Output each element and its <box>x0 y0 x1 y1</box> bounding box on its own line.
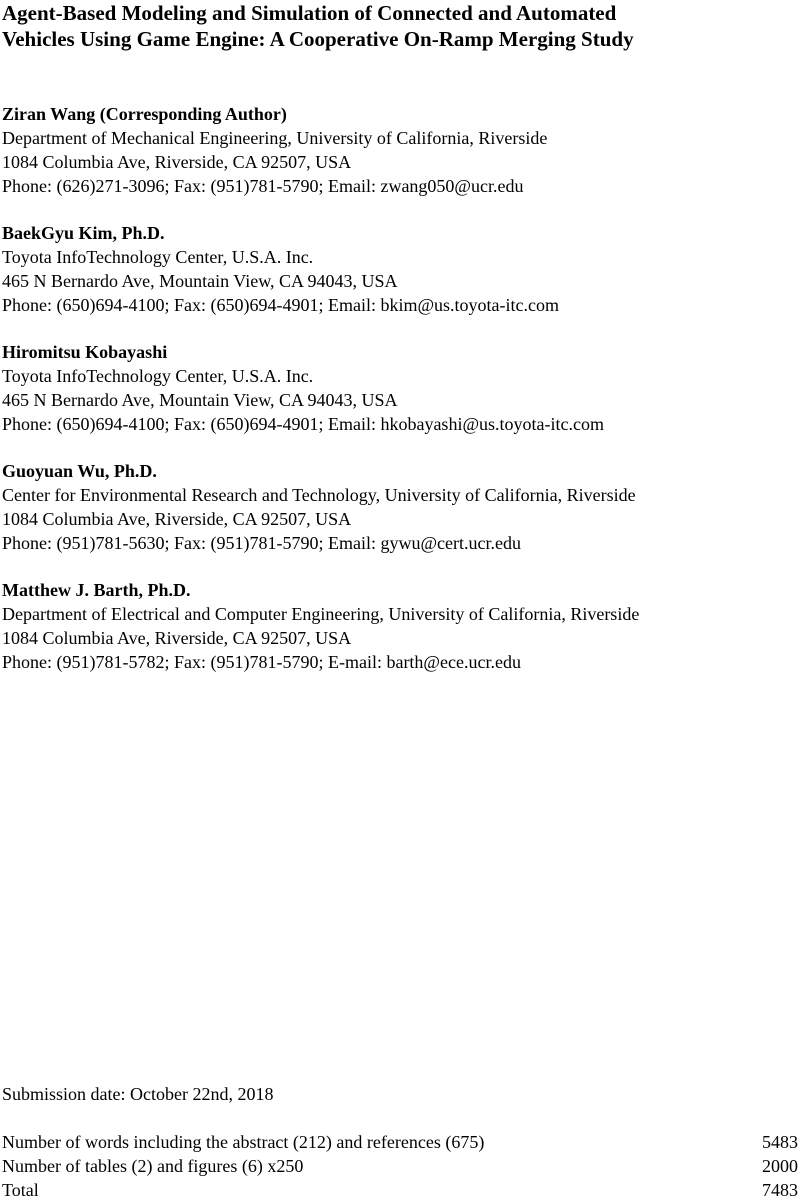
word-count-table <box>2 1130 798 1202</box>
author-name: Guoyuan Wu, Ph.D. <box>2 461 157 481</box>
paper-title <box>2 0 798 52</box>
title-line-2: Vehicles Using Game Engine: A Cooperative On-Ramp Merging Study <box>2 27 634 51</box>
author-block-2 <box>2 221 798 317</box>
author-name: Ziran Wang (Corresponding Author) <box>2 104 287 124</box>
count-label: Number of words including the abstract (212) and references (675) <box>2 1132 485 1152</box>
count-value: 7483 <box>762 1180 798 1200</box>
author-name: Hiromitsu Kobayashi <box>2 342 168 362</box>
count-label: Number of tables (2) and figures (6) x250 <box>2 1156 304 1176</box>
author-address: 465 N Bernardo Ave, Mountain View, CA 94043, USA <box>2 271 398 291</box>
author-contact: Phone: (626)271-3096; Fax: (951)781-5790; Email: zwang050@ucr.edu <box>2 176 524 196</box>
title-line-1: Agent-Based Modeling and Simulation of Connected and Automated <box>2 1 617 25</box>
author-block-1 <box>2 102 798 198</box>
author-block-5 <box>2 578 798 674</box>
count-row-total <box>2 1178 798 1202</box>
author-affiliation: Toyota InfoTechnology Center, U.S.A. Inc. <box>2 366 314 386</box>
count-row-tables-figures <box>2 1154 798 1178</box>
author-list <box>2 102 798 697</box>
author-contact: Phone: (650)694-4100; Fax: (650)694-4901; Email: bkim@us.toyota-itc.com <box>2 295 560 315</box>
author-contact: Phone: (650)694-4100; Fax: (650)694-4901; Email: hkobayashi@us.toyota-itc.com <box>2 414 604 434</box>
count-value: 5483 <box>762 1132 798 1152</box>
author-block-4 <box>2 459 798 555</box>
author-address: 1084 Columbia Ave, Riverside, CA 92507, USA <box>2 152 352 172</box>
author-affiliation: Department of Electrical and Computer Engineering, University of California, Riverside <box>2 604 640 624</box>
submission-date: Submission date: October 22nd, 2018 <box>2 1084 274 1104</box>
count-row-words <box>2 1130 798 1154</box>
author-affiliation: Department of Mechanical Engineering, University of California, Riverside <box>2 128 548 148</box>
author-address: 1084 Columbia Ave, Riverside, CA 92507, USA <box>2 509 352 529</box>
author-affiliation: Toyota InfoTechnology Center, U.S.A. Inc. <box>2 247 314 267</box>
count-value: 2000 <box>762 1156 798 1176</box>
author-contact: Phone: (951)781-5630; Fax: (951)781-5790; Email: gywu@cert.ucr.edu <box>2 533 521 553</box>
count-label: Total <box>2 1180 39 1200</box>
author-affiliation: Center for Environmental Research and Technology, University of California, Riverside <box>2 485 636 505</box>
author-address: 465 N Bernardo Ave, Mountain View, CA 94043, USA <box>2 390 398 410</box>
author-name: BaekGyu Kim, Ph.D. <box>2 223 165 243</box>
author-name: Matthew J. Barth, Ph.D. <box>2 580 191 600</box>
author-block-3 <box>2 340 798 436</box>
author-contact: Phone: (951)781-5782; Fax: (951)781-5790; E-mail: barth@ece.ucr.edu <box>2 652 521 672</box>
author-address: 1084 Columbia Ave, Riverside, CA 92507, USA <box>2 628 352 648</box>
